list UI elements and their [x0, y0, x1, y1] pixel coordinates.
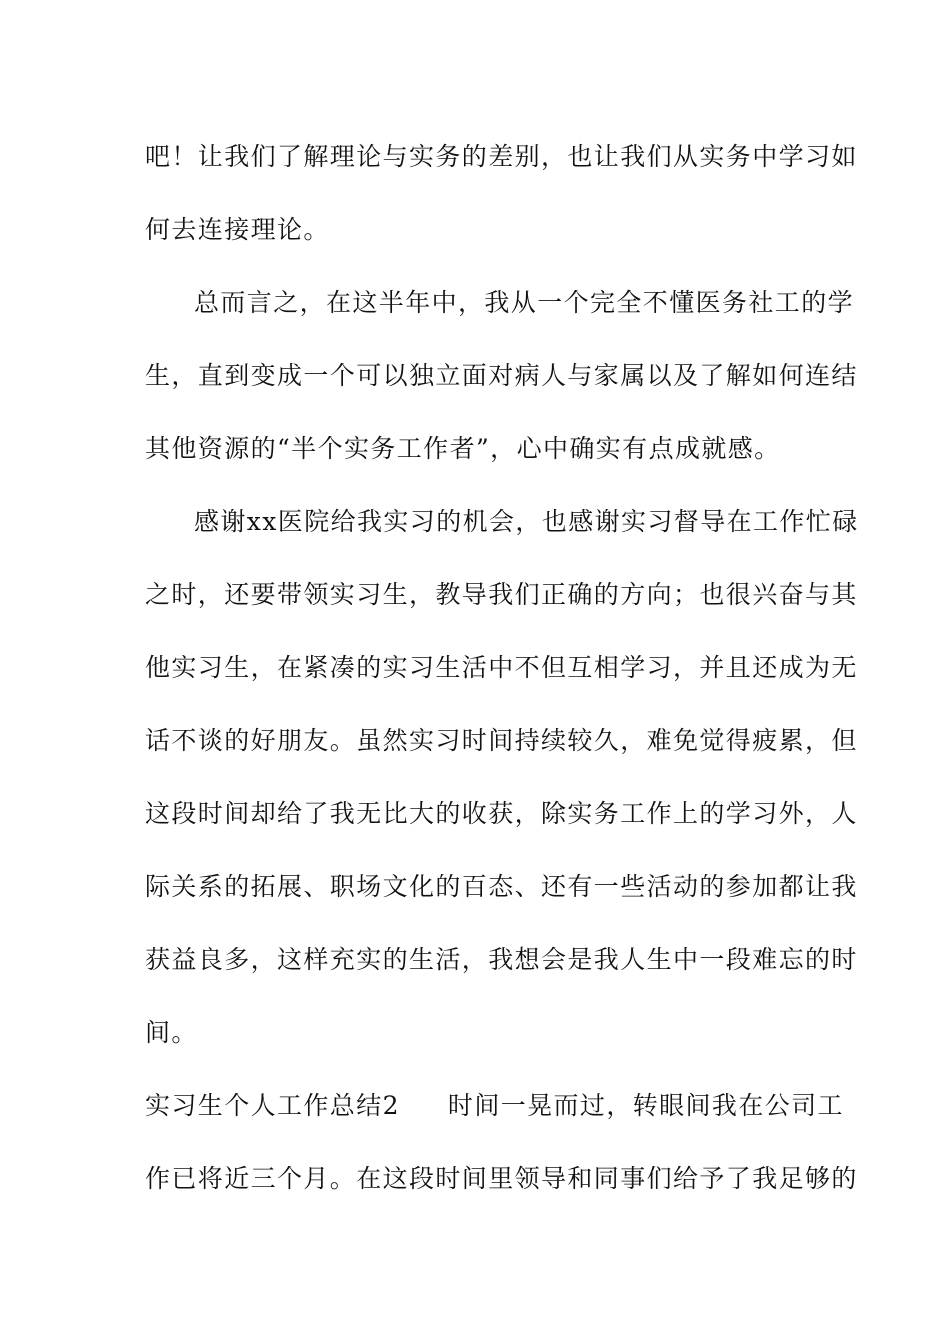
- text-line: 生，直到变成一个可以独立面对病人与家属以及了解如何连结: [145, 361, 858, 390]
- text-line: 获益良多，这样充实的生活，我想会是我人生中一段难忘的时: [145, 945, 858, 974]
- text-line: 他实习生，在紧凑的实习生活中不但互相学习，并且还成为无: [145, 653, 858, 682]
- text-line: 话不谈的好朋友。虽然实习时间持续较久，难免觉得疲累，但: [145, 726, 858, 755]
- text-line: 间。: [145, 1018, 198, 1047]
- text-line: 吧！让我们了解理论与实务的差别，也让我们从实务中学习如: [145, 142, 858, 171]
- text-line: 总而言之，在这半年中，我从一个完全不懂医务社工的学: [194, 288, 855, 317]
- section-heading: 实习生个人工作总结2: [145, 1091, 400, 1120]
- text-line: 作已将近三个月。在这段时间里领导和同事们给予了我足够的: [145, 1164, 858, 1193]
- paragraph-2: [145, 273, 858, 478]
- paragraph-3: [145, 492, 859, 1062]
- document-body: [145, 127, 859, 1222]
- text-line: 何去连接理论。: [145, 215, 330, 244]
- text-line-start: 时间一晃而过，转眼间我在公司工: [447, 1091, 844, 1120]
- paragraph-1: [145, 127, 858, 259]
- text-line: 这段时间却给了我无比大的收获，除实务工作上的学习外，人: [145, 799, 858, 828]
- text-line: 其他资源的“半个实务工作者”，心中确实有点成就感。: [145, 434, 781, 463]
- text-line: 际关系的拓展、职场文化的百态、还有一些活动的参加都让我: [145, 872, 858, 901]
- section-2: [145, 1076, 858, 1208]
- text-line: 之时，还要带领实习生，教导我们正确的方向；也很兴奋与其: [145, 580, 858, 609]
- text-line: 感谢xx医院给我实习的机会，也感谢实习督导在工作忙碌: [194, 507, 859, 536]
- section-heading-line: [145, 1076, 844, 1135]
